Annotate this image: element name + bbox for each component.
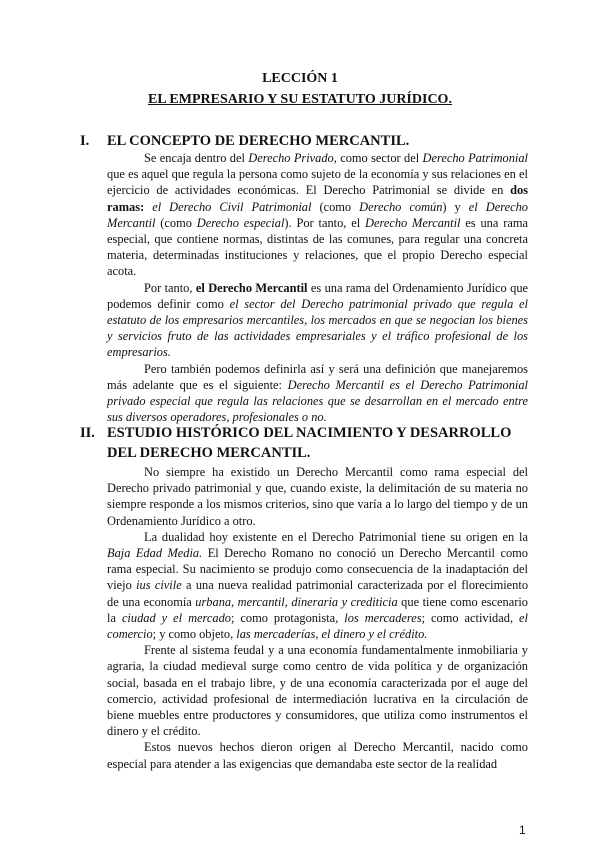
italic-text: Derecho Privado	[248, 151, 334, 165]
paragraph	[107, 280, 528, 361]
italic-text: Derecho especial	[196, 215, 285, 230]
text-run: ; y como objeto,	[152, 627, 237, 642]
italic-text: el comercio	[107, 610, 528, 642]
italic-text: Derecho Mercantil	[365, 215, 461, 230]
italic-text: ciudad y el mercado	[121, 610, 231, 625]
section-body	[107, 464, 528, 772]
lesson-subtitle: EL EMPRESARIO Y SU ESTATUTO JURÍDICO.	[148, 92, 452, 107]
italic-text: el sector del Derecho patrimonial privado que regula el estatuto de los empresarios mercantiles, los mercados en que se negocian los bienes y servicios fruto de las actividades empresariales y el tráfico profesional de los empresarios.	[107, 296, 528, 360]
italic-text: urbana, mercantil, dineraria y crediticia	[195, 594, 398, 609]
text-run: La dualidad hoy existente en el Derecho Patrimonial tiene su origen en la	[144, 529, 528, 544]
paragraph	[107, 642, 528, 739]
italic-text: el Derecho Civil Patrimonial	[152, 199, 312, 214]
paragraph	[107, 150, 528, 280]
page-number: 1	[519, 823, 526, 837]
text-run: Frente al sistema feudal y a una economía fundamentalmente inmobiliaria y agraria, la ciudad medieval surge como centro de vida política y de organización social, basada en el trabajo libre, y de una economía caracterizada por el auge del comercio, actividad profesional de intermediación lucrativa en la circulación de biene muebles entre productores y consumidores, que utiliza como instrumentos el dinero y el crédito.	[107, 643, 528, 739]
text-run: Pero también podemos definirla así y será una definición que manejaremos más adelante que es el siguiente:	[107, 361, 528, 392]
text-run: Estos nuevos hechos dieron origen al Derecho Mercantil, nacido como especial para atender a las exigencias que demandaba este sector de la realidad	[107, 740, 528, 771]
italic-text: el Derecho Mercantil	[107, 199, 528, 230]
paragraph	[107, 361, 528, 426]
lesson-title: LECCIÓN 1	[262, 71, 338, 86]
text-run: a una nueva realidad patrimonial caracterizada por el florecimiento de una economía	[107, 578, 529, 609]
text-run: Por tanto,	[144, 280, 196, 295]
italic-text: Baja Edad Media.	[107, 546, 203, 561]
section-number: I.	[80, 133, 90, 149]
text-run: ) y	[442, 199, 469, 214]
section-title: EL CONCEPTO DE DERECHO MERCANTIL.	[107, 133, 410, 149]
text-run: (como	[311, 199, 360, 214]
text-run: es una rama del Ordenamiento Jurídico que podemos definir como	[107, 280, 529, 311]
text-run: es una rama especial, que contiene normas, distintas de las comunes, para regular una concreta materia, determinadas instituciones y relaciones, que el propio Derecho especial acota.	[107, 215, 528, 279]
text-run	[144, 200, 152, 214]
section-heading	[80, 131, 540, 151]
section-body	[107, 150, 528, 425]
section-heading	[80, 423, 540, 463]
italic-text: los mercaderes	[344, 610, 422, 625]
text-run: ; como actividad,	[421, 610, 520, 625]
text-run: que tiene como escenario la	[107, 594, 528, 625]
text-run: ; como protagonista,	[230, 610, 345, 625]
text-run: No siempre ha existido un Derecho Mercantil como rama especial del Derecho privado patrimonial y que, cuando existe, la delimitación de su materia no siempre responde a los mismos criterios, sino que varía a lo largo del tiempo y de un Ordenamiento Jurídico a otro.	[107, 465, 528, 528]
section-number: II.	[80, 425, 95, 441]
text-run: El Derecho Romano no conoció un Derecho Mercantil como rama especial. Su nacimiento se produjo como consecuencia de la inadaptación del viejo	[107, 546, 528, 593]
text-run: ). Por tanto, el	[284, 215, 366, 230]
paragraph	[107, 529, 528, 642]
text-run: (como	[155, 215, 197, 230]
section-title: ESTUDIO HISTÓRICO DEL NACIMIENTO Y DESARROLLO DEL DERECHO MERCANTIL.	[107, 425, 512, 461]
italic-text: Derecho Patrimonial	[422, 151, 528, 165]
text-run: Se encaja dentro del	[144, 151, 249, 165]
paragraph	[107, 464, 528, 529]
italic-text: ius civile	[136, 578, 182, 593]
paragraph	[107, 739, 528, 771]
bold-text: el Derecho Mercantil	[195, 280, 308, 295]
italic-text: Derecho Mercantil es el Derecho Patrimonial privado especial que regula las relaciones que se desarrollan en el mercado entre sus diversos operadores, profesionales o no.	[107, 377, 528, 425]
text-run: que es aquel que regula la persona como sujeto de la economía y sus relaciones en el ejercicio de actividades económicas. El Derecho Patrimonial se divide en	[107, 167, 528, 198]
bold-text: dos ramas:	[107, 183, 528, 214]
italic-text: Derecho común	[359, 199, 443, 214]
italic-text: las mercaderías, el dinero y el crédito.	[236, 627, 428, 642]
text-run: , como sector del	[333, 151, 423, 165]
